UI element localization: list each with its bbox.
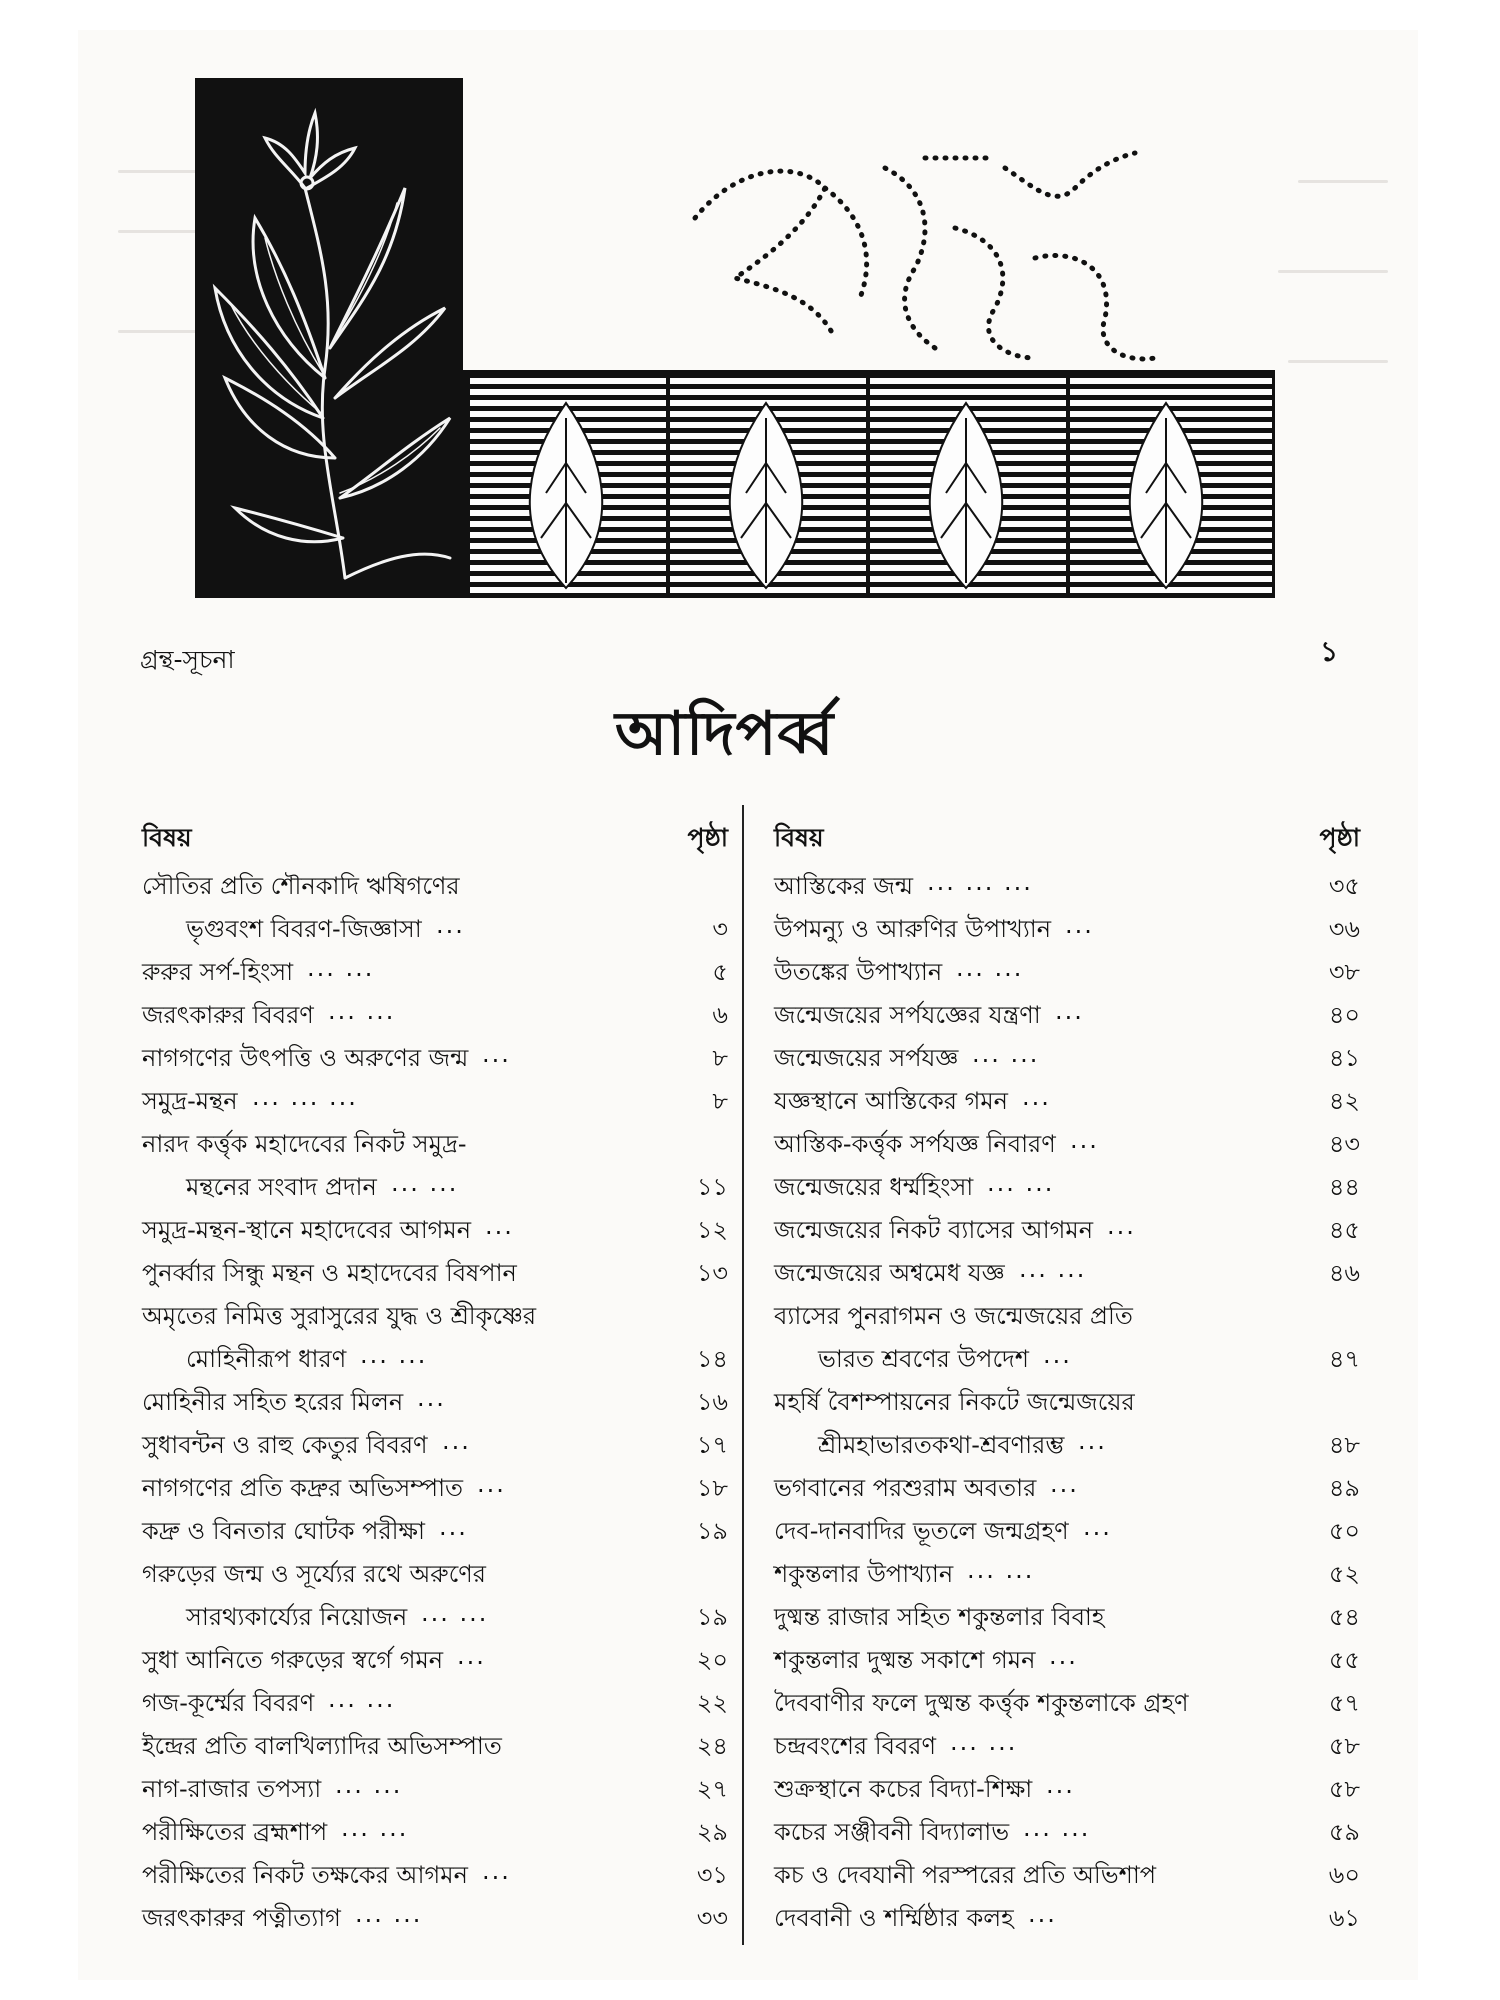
toc-leader-dots: ... ... [335,1771,403,1799]
toc-entry-title: সৌতির প্রতি শৌনকাদি ঋষিগণের [142,872,460,900]
toc-entry-title: মন্থনের সংবাদ প্রদান [186,1173,377,1201]
toc-entry-title: শকুন্তলার উপাখ্যান [774,1560,954,1588]
toc-entry [138,1808,738,1851]
toc-leader-dots: ... ... ... [927,868,1033,896]
toc-page-number: ৮ [712,1087,728,1115]
title-calligraphy-icon [675,148,1175,388]
toc-entry [138,1550,738,1593]
striped-ornament-panel [463,370,1275,598]
toc-page-number: ৪৯ [1328,1474,1360,1502]
toc-entries-right [770,862,1370,1937]
toc-page-number: ১২ [696,1216,728,1244]
toc-entry [138,1507,738,1550]
toc-page-number: ১৬ [696,1388,728,1416]
toc-leader-dots: ... ... [328,1685,396,1713]
toc-entry-title: জন্মেজয়ের নিকট ব্যাসের আগমন [774,1216,1094,1244]
toc-entry-title: পুনর্ব্বার সিন্ধু মন্থন ও মহাদেবের বিষপান [142,1259,517,1287]
toc-entry [770,1077,1370,1120]
toc-entry [138,1034,738,1077]
leaf-motif-icon [466,373,1272,595]
toc-entry-title: গজ-কূর্ম্মের বিবরণ [142,1689,315,1717]
toc-leader-dots: ... [482,1040,511,1068]
toc-leader-dots: ... [1043,1341,1072,1369]
toc-leader-dots: ... [457,1642,486,1670]
toc-entry [138,991,738,1034]
toc-entry-title: দেববানী ও শর্ম্মিষ্ঠার কলহ [774,1904,1014,1932]
toc-page-number: ৪২ [1328,1087,1360,1115]
toc-column-right [770,810,1370,1937]
toc-entry [138,1722,738,1765]
toc-entry [770,1808,1370,1851]
toc-entry [770,1421,1370,1464]
toc-entry [770,1722,1370,1765]
toc-page-number: ২২ [696,1689,728,1717]
toc-entry-title: সারথ্যকার্য্যের নিয়োজন [186,1603,408,1631]
toc-entry-title: সমুদ্র-মন্থন [142,1087,238,1115]
toc-page-number: ৪৬ [1328,1259,1360,1287]
toc-entry-title: মোহিনীরূপ ধারণ [186,1345,347,1373]
toc-entry [138,1120,738,1163]
toc-entry-title: অমৃতের নিমিত্ত সুরাসুরের যুদ্ধ ও শ্রীকৃষ্ণের [142,1302,537,1330]
toc-entry [770,1292,1370,1335]
toc-page-number: ২০ [696,1646,728,1674]
toc-entry-title: ভারত শ্রবণের উপদেশ [818,1345,1029,1373]
toc-page-number: ৪৩ [1328,1130,1360,1158]
book-label: গ্রন্থ-সূচনা [140,645,235,674]
toc-entries-left [138,862,738,1937]
toc-leader-dots: ... ... [987,1169,1055,1197]
toc-page-number: ৫৮ [1328,1732,1360,1760]
toc-leader-dots: ... [439,1513,468,1541]
toc-page-number: ২৭ [696,1775,728,1803]
toc-entry-title: উপমন্যু ও আরুণির উপাখ্যান [774,915,1052,943]
toc-page-number: ১৯ [696,1517,728,1545]
header-ornament [195,78,1275,598]
toc-entry [770,1765,1370,1808]
toc-entry-title: সুধাবন্টন ও রাহু কেতুর বিবরণ [142,1431,428,1459]
toc-entry [770,1593,1370,1636]
toc-entry-title: আস্তিক-কর্ত্তৃক সর্পযজ্ঞ নিবারণ [774,1130,1056,1158]
toc-page-number: ৬১ [1328,1904,1360,1932]
toc-leader-dots: ... [1070,1126,1099,1154]
toc-entry-title: ভৃগুবংশ বিবরণ-জিজ্ঞাসা [186,915,422,943]
toc-entry-title: রুরুর সর্প-হিংসা [142,958,294,986]
toc-page-number: ৪১ [1328,1044,1360,1072]
toc-leader-dots: ... [477,1470,506,1498]
toc-entry-title: জরৎকারুর পত্নীত্যাগ [142,1904,341,1932]
toc-page-number: ২৪ [696,1732,728,1760]
toc-entry-title: শুক্রস্থানে কচের বিদ্যা-শিক্ষা [774,1775,1033,1803]
toc-entry [138,1636,738,1679]
toc-entry [770,1249,1370,1292]
toc-entry-title: সুধা আনিতে গরুড়ের স্বর্গে গমন [142,1646,444,1674]
page-number: ১ [1320,635,1339,668]
column-header [770,810,1370,862]
toc-entry [770,1851,1370,1894]
toc-leader-dots: ... ... [421,1599,489,1627]
toc-entry-title: জন্মেজয়ের সর্পযজ্ঞের যন্ত্রণা [774,1001,1041,1029]
toc-entry [138,1421,738,1464]
toc-page-number: ৫২ [1328,1560,1360,1588]
toc-entry-title: দেব-দানবাদির ভূতলে জন্মগ্রহণ [774,1517,1069,1545]
toc-entry-title: দৈববাণীর ফলে দুষ্মন্ত কর্ত্তৃক শকুন্তলাকে গ্রহণ [774,1689,1189,1717]
toc-entry [770,1464,1370,1507]
toc-page-number: ৩৮ [1328,958,1360,986]
toc-entry [138,1206,738,1249]
toc-leader-dots: ... ... [328,997,396,1025]
toc-entry [138,905,738,948]
toc-entry [138,1464,738,1507]
toc-entry [138,1077,738,1120]
toc-entry-title: যজ্ঞস্থানে আস্তিকের গমন [774,1087,1009,1115]
toc-page-number: ৪০ [1328,1001,1360,1029]
toc-entry-title: মহর্ষি বৈশম্পায়নের নিকটে জন্মেজয়ের [774,1388,1135,1416]
toc-entry [138,862,738,905]
toc-page-number: ৪৪ [1328,1173,1360,1201]
toc-leader-dots: ... [1046,1771,1075,1799]
toc-entry [770,1120,1370,1163]
toc-page-number: ১৯ [696,1603,728,1631]
toc-page-number: ৪৫ [1328,1216,1360,1244]
toc-leader-dots: ... ... [307,954,375,982]
toc-entry-title: সমুদ্র-মন্থন-স্থানে মহাদেবের আগমন [142,1216,472,1244]
toc-page-number: ৪৭ [1328,1345,1360,1373]
toc-entry [138,1335,738,1378]
toc-page-number: ২৯ [696,1818,728,1846]
toc-leader-dots: ... [442,1427,471,1455]
toc-entry-title: কচের সঞ্জীবনী বিদ্যালাভ [774,1818,1010,1846]
toc-page-number: ৬০ [1328,1861,1360,1889]
toc-leader-dots: ... [1083,1513,1112,1541]
topic-heading: বিষয় [774,823,824,852]
toc-leader-dots: ... [1065,911,1094,939]
toc-page-number: ৫৪ [1328,1603,1360,1631]
toc-page-number: ১৪ [696,1345,728,1373]
toc-entry-title: ইন্দ্রের প্রতি বালখিল্যাদির অভিসম্পাত [142,1732,502,1760]
toc-entry [138,948,738,991]
toc-leader-dots: ... ... [972,1040,1040,1068]
toc-leader-dots: ... ... [956,954,1024,982]
toc-entry-title: জন্মেজয়ের ধর্ম্মহিংসা [774,1173,974,1201]
toc-entry [770,1894,1370,1937]
bleed-mark [1278,270,1388,273]
toc-page-number: ১৮ [696,1474,728,1502]
toc-page-number: ৩১ [696,1861,728,1889]
toc-leader-dots: ... ... [1019,1255,1087,1283]
toc-entry-title: কদ্রু ও বিনতার ঘোটক পরীক্ষা [142,1517,425,1545]
toc-entry-title: জন্মেজয়ের সর্পযজ্ঞ [774,1044,959,1072]
toc-page-number: ৫ [712,958,728,986]
toc-page-number: ৫৯ [1328,1818,1360,1846]
toc-leader-dots: ... ... ... [252,1083,358,1111]
toc-leader-dots: ... ... [950,1728,1018,1756]
toc-leader-dots: ... [417,1384,446,1412]
page-heading: পৃষ্ঠা [1319,823,1360,852]
toc-entry [770,991,1370,1034]
bleed-mark [1298,180,1388,183]
toc-entry-title: শ্রীমহাভারতকথা-শ্রবণারম্ভ [818,1431,1065,1459]
toc-entry-title: জন্মেজয়ের অশ্বমেধ যজ্ঞ [774,1259,1005,1287]
toc-page-number: ৬ [712,1001,728,1029]
toc-page-number: ৫৮ [1328,1775,1360,1803]
toc-entry-title: আস্তিকের জন্ম [774,872,914,900]
plant-illustration-panel [195,78,463,598]
toc-entry-title: জরৎকারুর বিবরণ [142,1001,314,1029]
toc-entry-title: নাগগণের প্রতি কদ্রুর অভিসম্পাত [142,1474,464,1502]
toc-entry [138,1163,738,1206]
toc-entry [770,1163,1370,1206]
toc-entry [138,1249,738,1292]
toc-entry [138,1765,738,1808]
toc-leader-dots: ... [482,1857,511,1885]
toc-entry [770,1507,1370,1550]
toc-leader-dots: ... ... [355,1900,423,1928]
toc-page-number: ৮ [712,1044,728,1072]
lily-plant-icon [195,78,463,598]
toc-page-number: ১৩ [696,1259,728,1287]
toc-entry [138,1851,738,1894]
toc-page-number: ৩৩ [696,1904,728,1932]
toc-page-number: ১১ [696,1173,728,1201]
toc-leader-dots: ... [1078,1427,1107,1455]
toc-leader-dots: ... [1049,1642,1078,1670]
toc-entry-title: পরীক্ষিতের নিকট তক্ষকের আগমন [142,1861,468,1889]
toc-leader-dots: ... [485,1212,514,1240]
toc-entry [770,1335,1370,1378]
toc-leader-dots: ... [1055,997,1084,1025]
toc-entry-title: গরুড়ের জন্ম ও সূর্য্যের রথে অরুণের [142,1560,486,1588]
bleed-mark [1288,360,1388,363]
page-heading: পৃষ্ঠা [687,823,728,852]
toc-entry [770,1679,1370,1722]
toc-entry [770,1206,1370,1249]
topic-heading: বিষয় [142,823,192,852]
toc-entry-title: কচ ও দেবযানী পরস্পরের প্রতি অভিশাপ [774,1861,1157,1889]
toc-entry [138,1679,738,1722]
toc-entry-title: উতঙ্কের উপাখ্যান [774,958,943,986]
toc-leader-dots: ... ... [391,1169,459,1197]
toc-entry [770,1636,1370,1679]
toc-entry-title: নাগগণের উৎপত্তি ও অরুণের জন্ম [142,1044,469,1072]
toc-leader-dots: ... [1022,1083,1051,1111]
toc-entry-title: ব্যাসের পুনরাগমন ও জন্মেজয়ের প্রতি [774,1302,1133,1330]
toc-entry-title: নাগ-রাজার তপস্যা [142,1775,322,1803]
toc-page-number: ৪৮ [1328,1431,1360,1459]
toc-page-number: ৩৬ [1328,915,1360,943]
toc-page-number: ৩৫ [1328,872,1360,900]
toc-entry-title: দুষ্মন্ত রাজার সহিত শকুন্তলার বিবাহ [774,1603,1105,1631]
toc-entry-title: চন্দ্রবংশের বিবরণ [774,1732,937,1760]
toc-leader-dots: ... [1107,1212,1136,1240]
toc-entry [770,1550,1370,1593]
toc-entry-title: পরীক্ষিতের ব্রহ্মশাপ [142,1818,328,1846]
toc-entry [770,1034,1370,1077]
column-header [138,810,738,862]
toc-leader-dots: ... [1028,1900,1057,1928]
toc-entry [770,1378,1370,1421]
toc-page-number: ৫০ [1328,1517,1360,1545]
toc-entry-title: ভগবানের পরশুরাম অবতার [774,1474,1037,1502]
toc-leader-dots: ... ... [341,1814,409,1842]
toc-page-number: ১৭ [696,1431,728,1459]
section-title: আদিপর্ব্ব [615,699,835,769]
toc-leader-dots: ... ... [360,1341,428,1369]
toc-page-number: ৫৫ [1328,1646,1360,1674]
toc-column-left [138,810,738,1937]
toc-entry [770,905,1370,948]
toc-entry [770,948,1370,991]
toc-entry [138,1292,738,1335]
toc-entry-title: শকুন্তলার দুষ্মন্ত সকাশে গমন [774,1646,1036,1674]
toc-entry-title: মোহিনীর সহিত হরের মিলন [142,1388,404,1416]
toc-leader-dots: ... [1050,1470,1079,1498]
toc-entry-title: নারদ কর্ত্তৃক মহাদেবের নিকট সমুদ্র- [142,1130,467,1158]
toc-leader-dots: ... ... [1023,1814,1091,1842]
toc-page-number: ৫৭ [1328,1689,1360,1717]
column-divider [742,805,744,1945]
toc-entry [770,862,1370,905]
toc-entry [138,1593,738,1636]
toc-leader-dots: ... [436,911,465,939]
toc-entry [138,1378,738,1421]
toc-entry [138,1894,738,1937]
toc-leader-dots: ... ... [967,1556,1035,1584]
toc-page-number: ৩ [712,915,728,943]
